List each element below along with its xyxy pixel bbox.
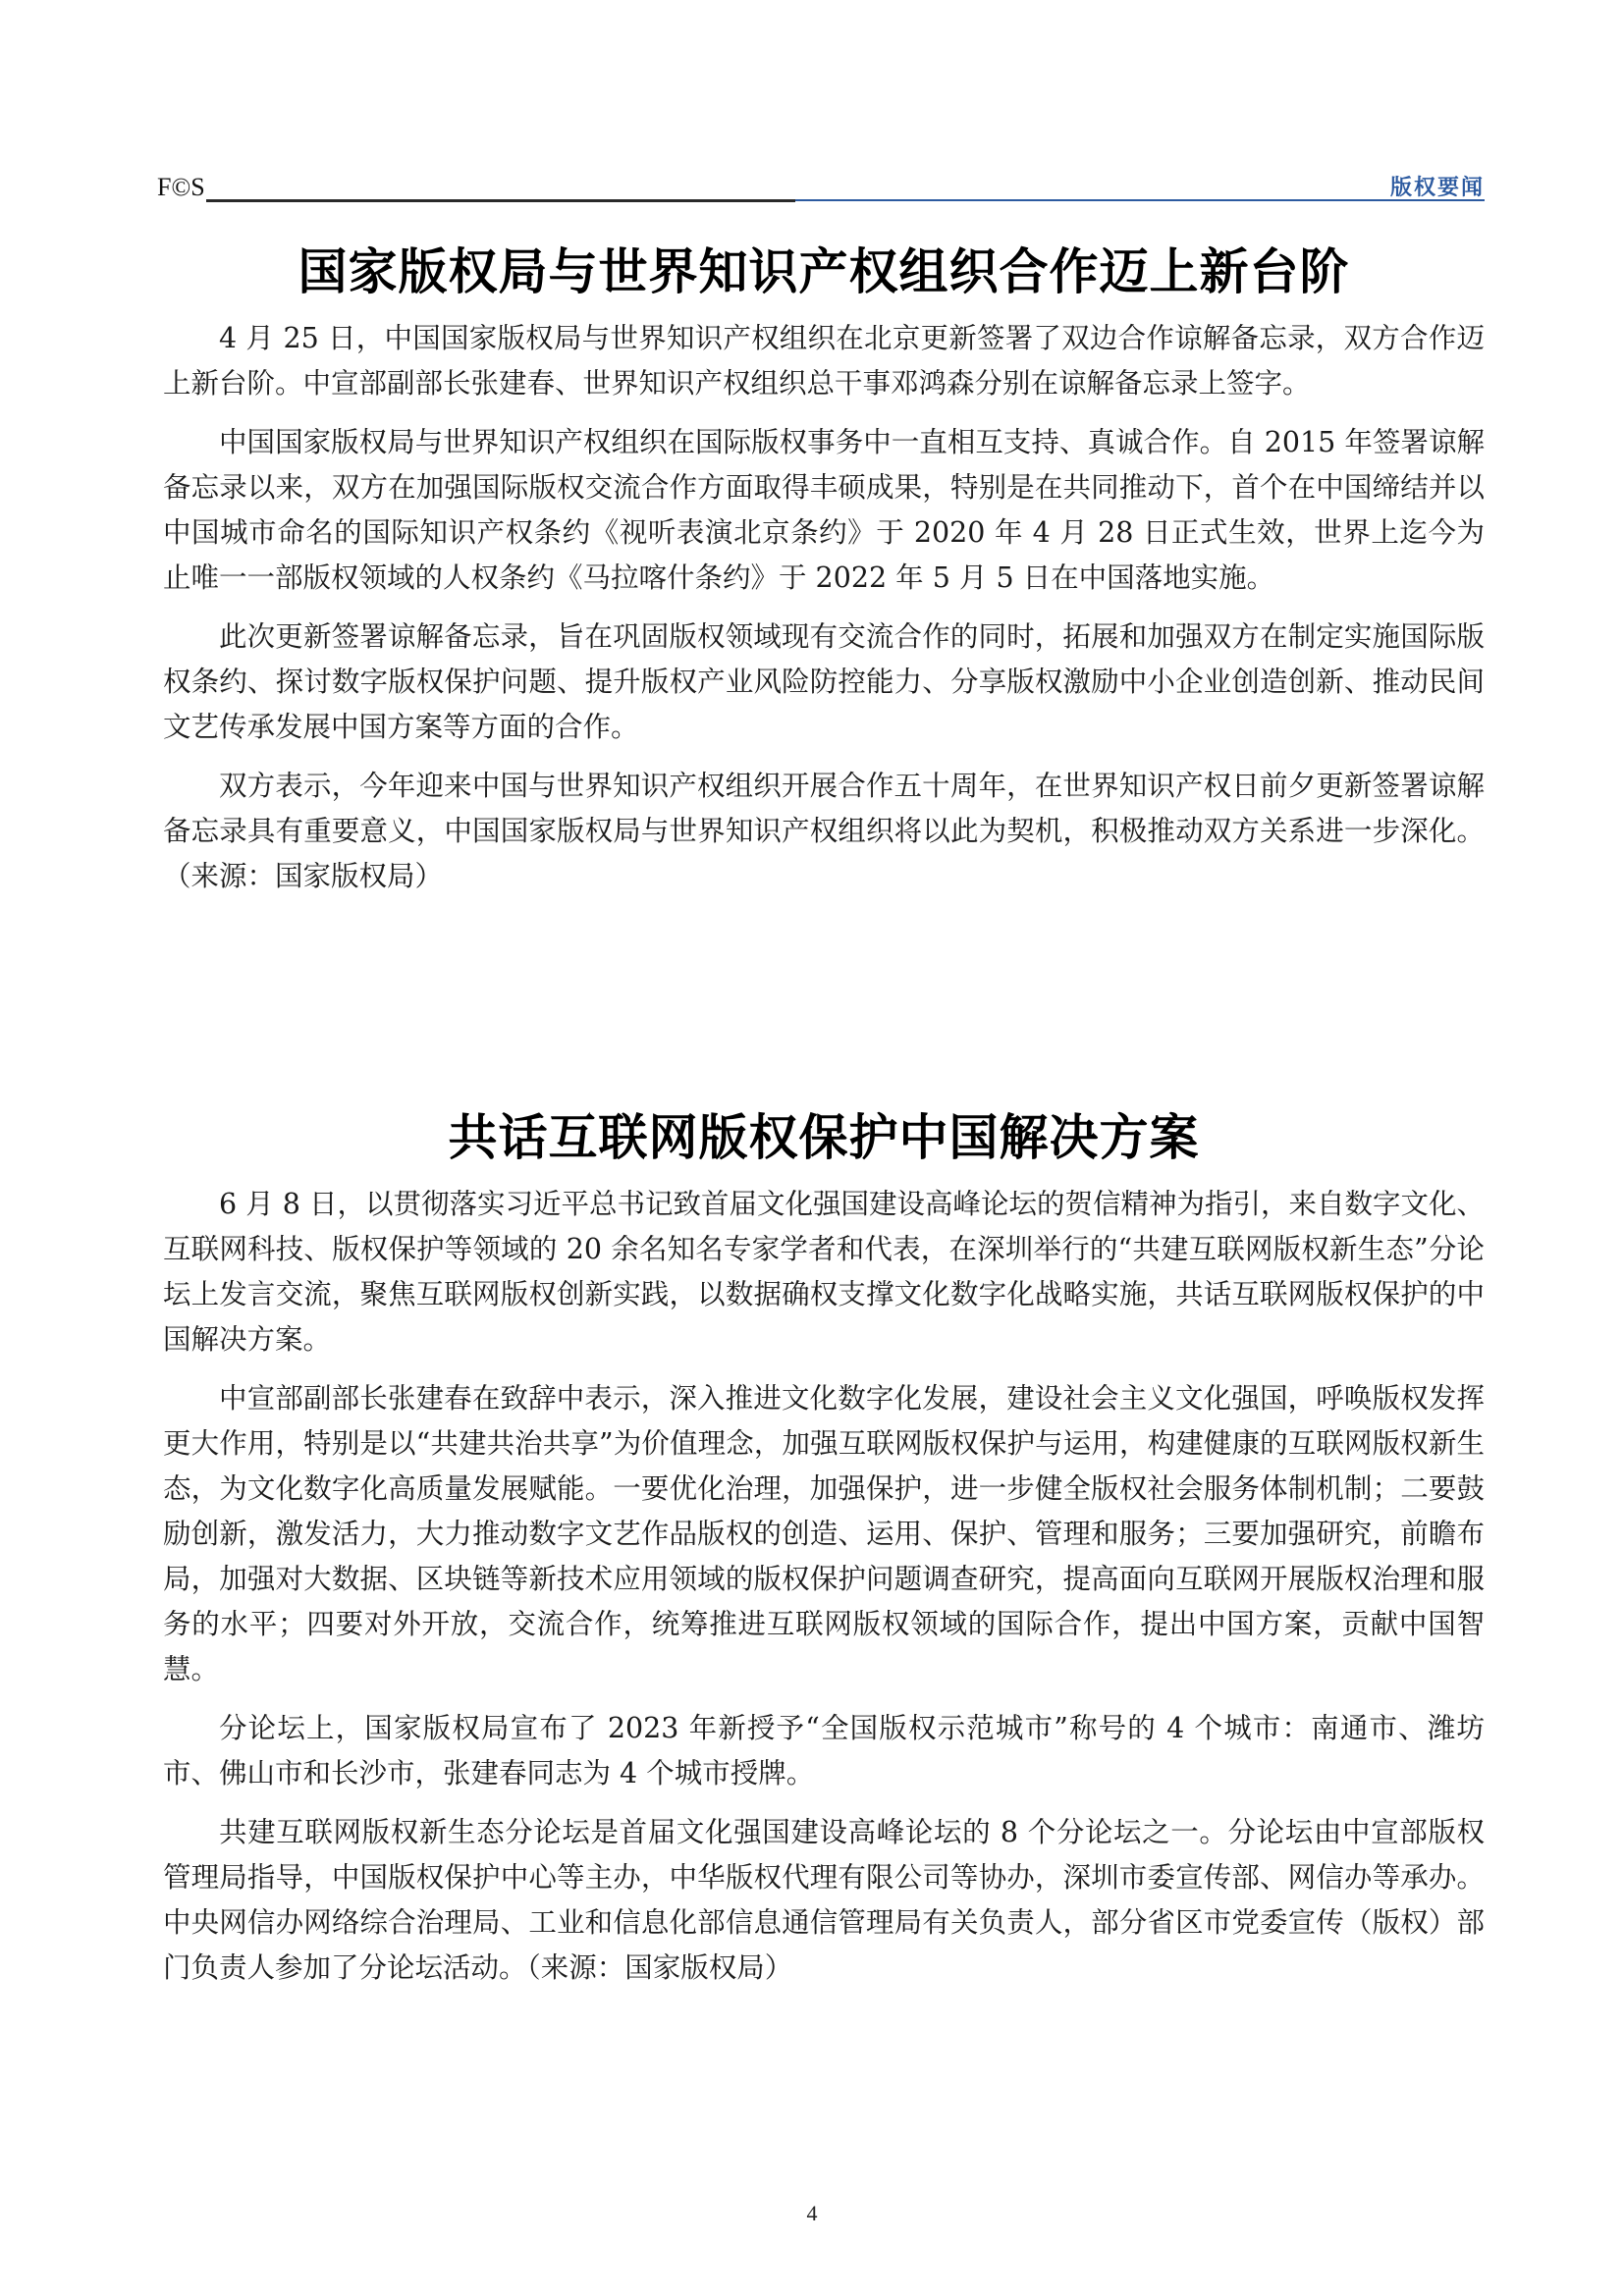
article-paragraph: 中宣部副部长张建春在致辞中表示，深入推进文化数字化发展，建设社会主义文化强国，呼唤版权发挥更大作用，特别是以“共建共治共享”为价值理念，加强互联网版权保护与运用，构建健康的互联网版权新生态，为文化数字化高质量发展赋能。一要优化治理，加强保护，进一步健全版权社会服务体制机制；二要鼓励创新，激发活力，大力推动数字文艺作品版权的创造、运用、保护、管理和服务；三要加强研究，前瞻布局，加强对大数据、区块链等新技术应用领域的版权保护问题调查研究，提高面向互联网开展版权治理和服务的水平；四要对外开放，交流合作，统筹推进互联网版权领域的国际合作，提出中国方案，贡献中国智慧。 (163, 1382, 1485, 1685)
page-header (157, 165, 1485, 204)
article-title: 国家版权局与世界知识产权组织合作迈上新台阶 (298, 243, 1350, 300)
section-label: 版权要闻 (1389, 176, 1485, 200)
publication-logo: F©S (157, 173, 205, 201)
article-paragraph: 中国国家版权局与世界知识产权组织在国际版权事务中一直相互支持、真诚合作。自 2015 年签署谅解备忘录以来，双方在加强国际版权交流合作方面取得丰硕成果，特别是在共同推动下，首个在中国缔结并以中国城市命名的国际知识产权条约《视听表演北京条约》于 2020 年 4 月 28 日正式生效，世界上迄今为止唯一一部版权领域的人权条约《马拉喀什条约》于 2022 年 5 月 5 日在中国落地实施。 (163, 426, 1485, 594)
article-paragraph: 此次更新签署谅解备忘录，旨在巩固版权领域现有交流合作的同时，拓展和加强双方在制定实施国际版权条约、探讨数字版权保护问题、提升版权产业风险防控能力、分享版权激励中小企业创造创新、推动民间文艺传承发展中国方案等方面的合作。 (163, 620, 1485, 743)
article-internet-copyright (163, 1107, 1485, 1991)
article-wipo-cooperation (163, 241, 1485, 899)
header-rule-blue (795, 199, 1485, 201)
article-title: 共话互联网版权保护中国解决方案 (448, 1109, 1200, 1166)
article-paragraph: 分论坛上，国家版权局宣布了 2023 年新授予“全国版权示范城市”称号的 4 个城市：南通市、潍坊市、佛山市和长沙市，张建春同志为 4 个城市授牌。 (163, 1712, 1485, 1789)
page-number: 4 (806, 2201, 818, 2225)
article-paragraph: 4 月 25 日，中国国家版权局与世界知识产权组织在北京更新签署了双边合作谅解备忘录，双方合作迈上新台阶。中宣部副部长张建春、世界知识产权组织总干事邓鸿森分别在谅解备忘录上签字。 (163, 322, 1485, 400)
header-rule-dark (206, 199, 795, 202)
article-paragraph: 6 月 8 日，以贯彻落实习近平总书记致首届文化强国建设高峰论坛的贺信精神为指引，来自数字文化、互联网科技、版权保护等领域的 20 余名知名专家学者和代表，在深圳举行的“共建互联网版权新生态”分论坛上发言交流，聚焦互联网版权创新实践，以数据确权支撑文化数字化战略实施，共话互联网版权保护的中国解决方案。 (163, 1188, 1485, 1356)
article-paragraph: 双方表示，今年迎来中国与世界知识产权组织开展合作五十周年，在世界知识产权日前夕更新签署谅解备忘录具有重要意义，中国国家版权局与世界知识产权组织将以此为契机，积极推动双方关系进一步深化。（来源：国家版权局） (163, 770, 1485, 892)
article-paragraph: 共建互联网版权新生态分论坛是首届文化强国建设高峰论坛的 8 个分论坛之一。分论坛由中宣部版权管理局指导，中国版权保护中心等主办，中华版权代理有限公司等协办，深圳市委宣传部、网信办等承办。中央网信办网络综合治理局、工业和信息化部信息通信管理局有关负责人，部分省区市党委宣传（版权）部门负责人参加了分论坛活动。（来源：国家版权局） (163, 1816, 1485, 1984)
